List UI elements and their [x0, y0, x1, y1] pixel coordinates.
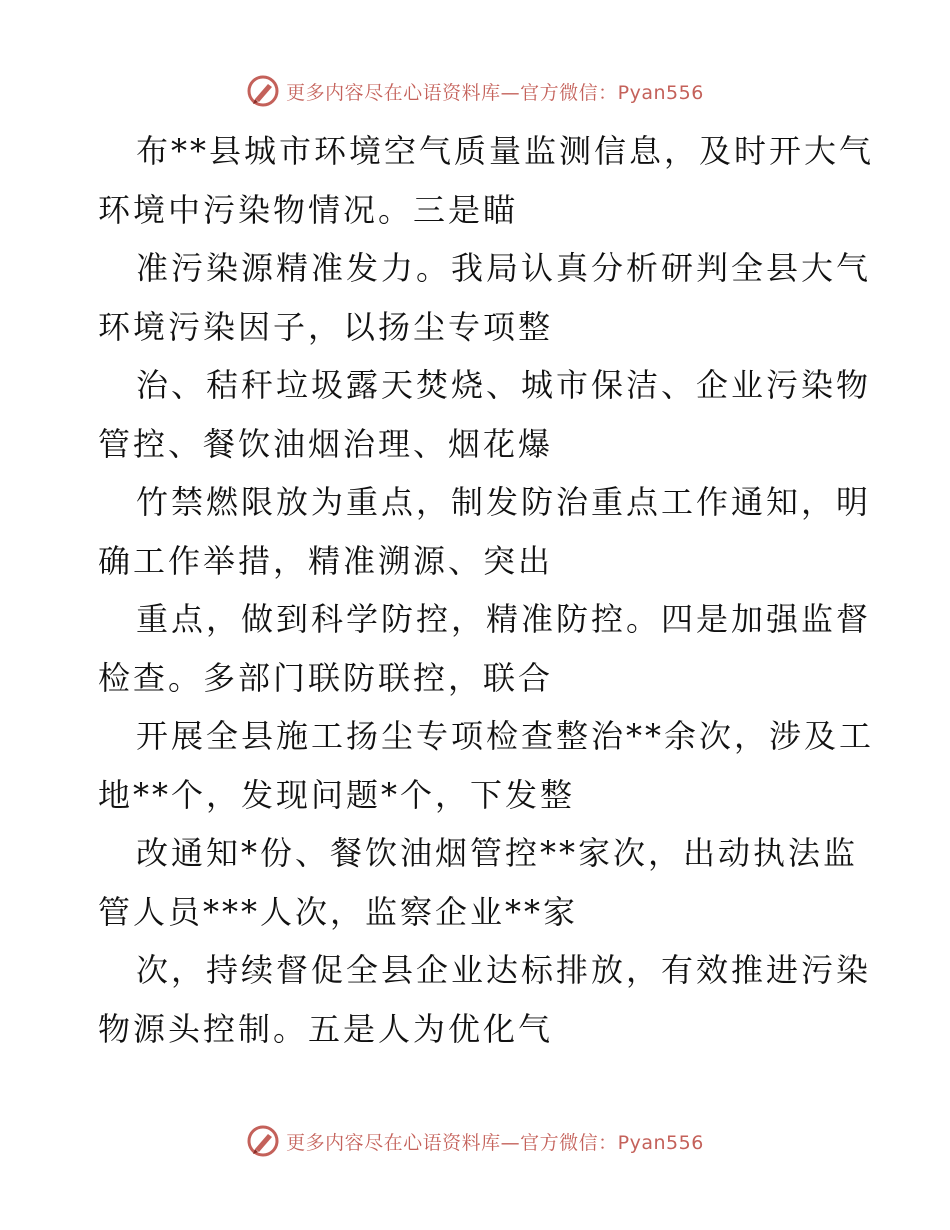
text-line: 管控、餐饮油烟治理、烟花爆 — [98, 424, 554, 463]
text-line: 治、秸秆垃圾露天焚烧、城市保洁、企业污染物 — [136, 366, 872, 404]
text-line: 次，持续督促全县企业达标排放，有效推进污染 — [136, 951, 872, 989]
text-line: 竹禁燃限放为重点，制发防治重点工作通知，明 — [136, 483, 872, 521]
text-line: 管人员***人次，监察企业**家 — [98, 892, 579, 931]
text-line: 布**县城市环境空气质量监测信息，及时开大气 — [136, 132, 875, 170]
text-line: 地**个，发现问题*个，下发整 — [98, 775, 576, 814]
pen-logo-icon — [246, 74, 280, 108]
text-line: 确工作举措，精准溯源、突出 — [98, 541, 554, 580]
text-line: 开展全县施工扬尘专项检查整治**余次，涉及工 — [136, 717, 875, 755]
watermark-text: 更多内容尽在心语资料库—官方微信：Pyan556 — [286, 81, 704, 104]
document-body — [98, 122, 875, 1058]
text-line: 环境中污染物情况。三是瞄 — [98, 190, 519, 229]
footer-watermark — [0, 1124, 950, 1158]
watermark-text: 更多内容尽在心语资料库—官方微信：Pyan556 — [286, 1131, 704, 1154]
text-line: 环境污染因子，以扬尘专项整 — [98, 307, 554, 346]
text-line: 准污染源精准发力。我局认真分析研判全县大气 — [136, 249, 872, 287]
text-line: 检查。多部门联防联控，联合 — [98, 658, 554, 697]
text-line: 重点，做到科学防控，精准防控。四是加强监督 — [136, 600, 872, 638]
header-watermark — [0, 74, 950, 108]
pen-logo-icon — [246, 1124, 280, 1158]
text-line: 物源头控制。五是人为优化气 — [98, 1009, 554, 1048]
text-line: 改通知*份、餐饮油烟管控**家次，出动执法监 — [136, 834, 859, 872]
